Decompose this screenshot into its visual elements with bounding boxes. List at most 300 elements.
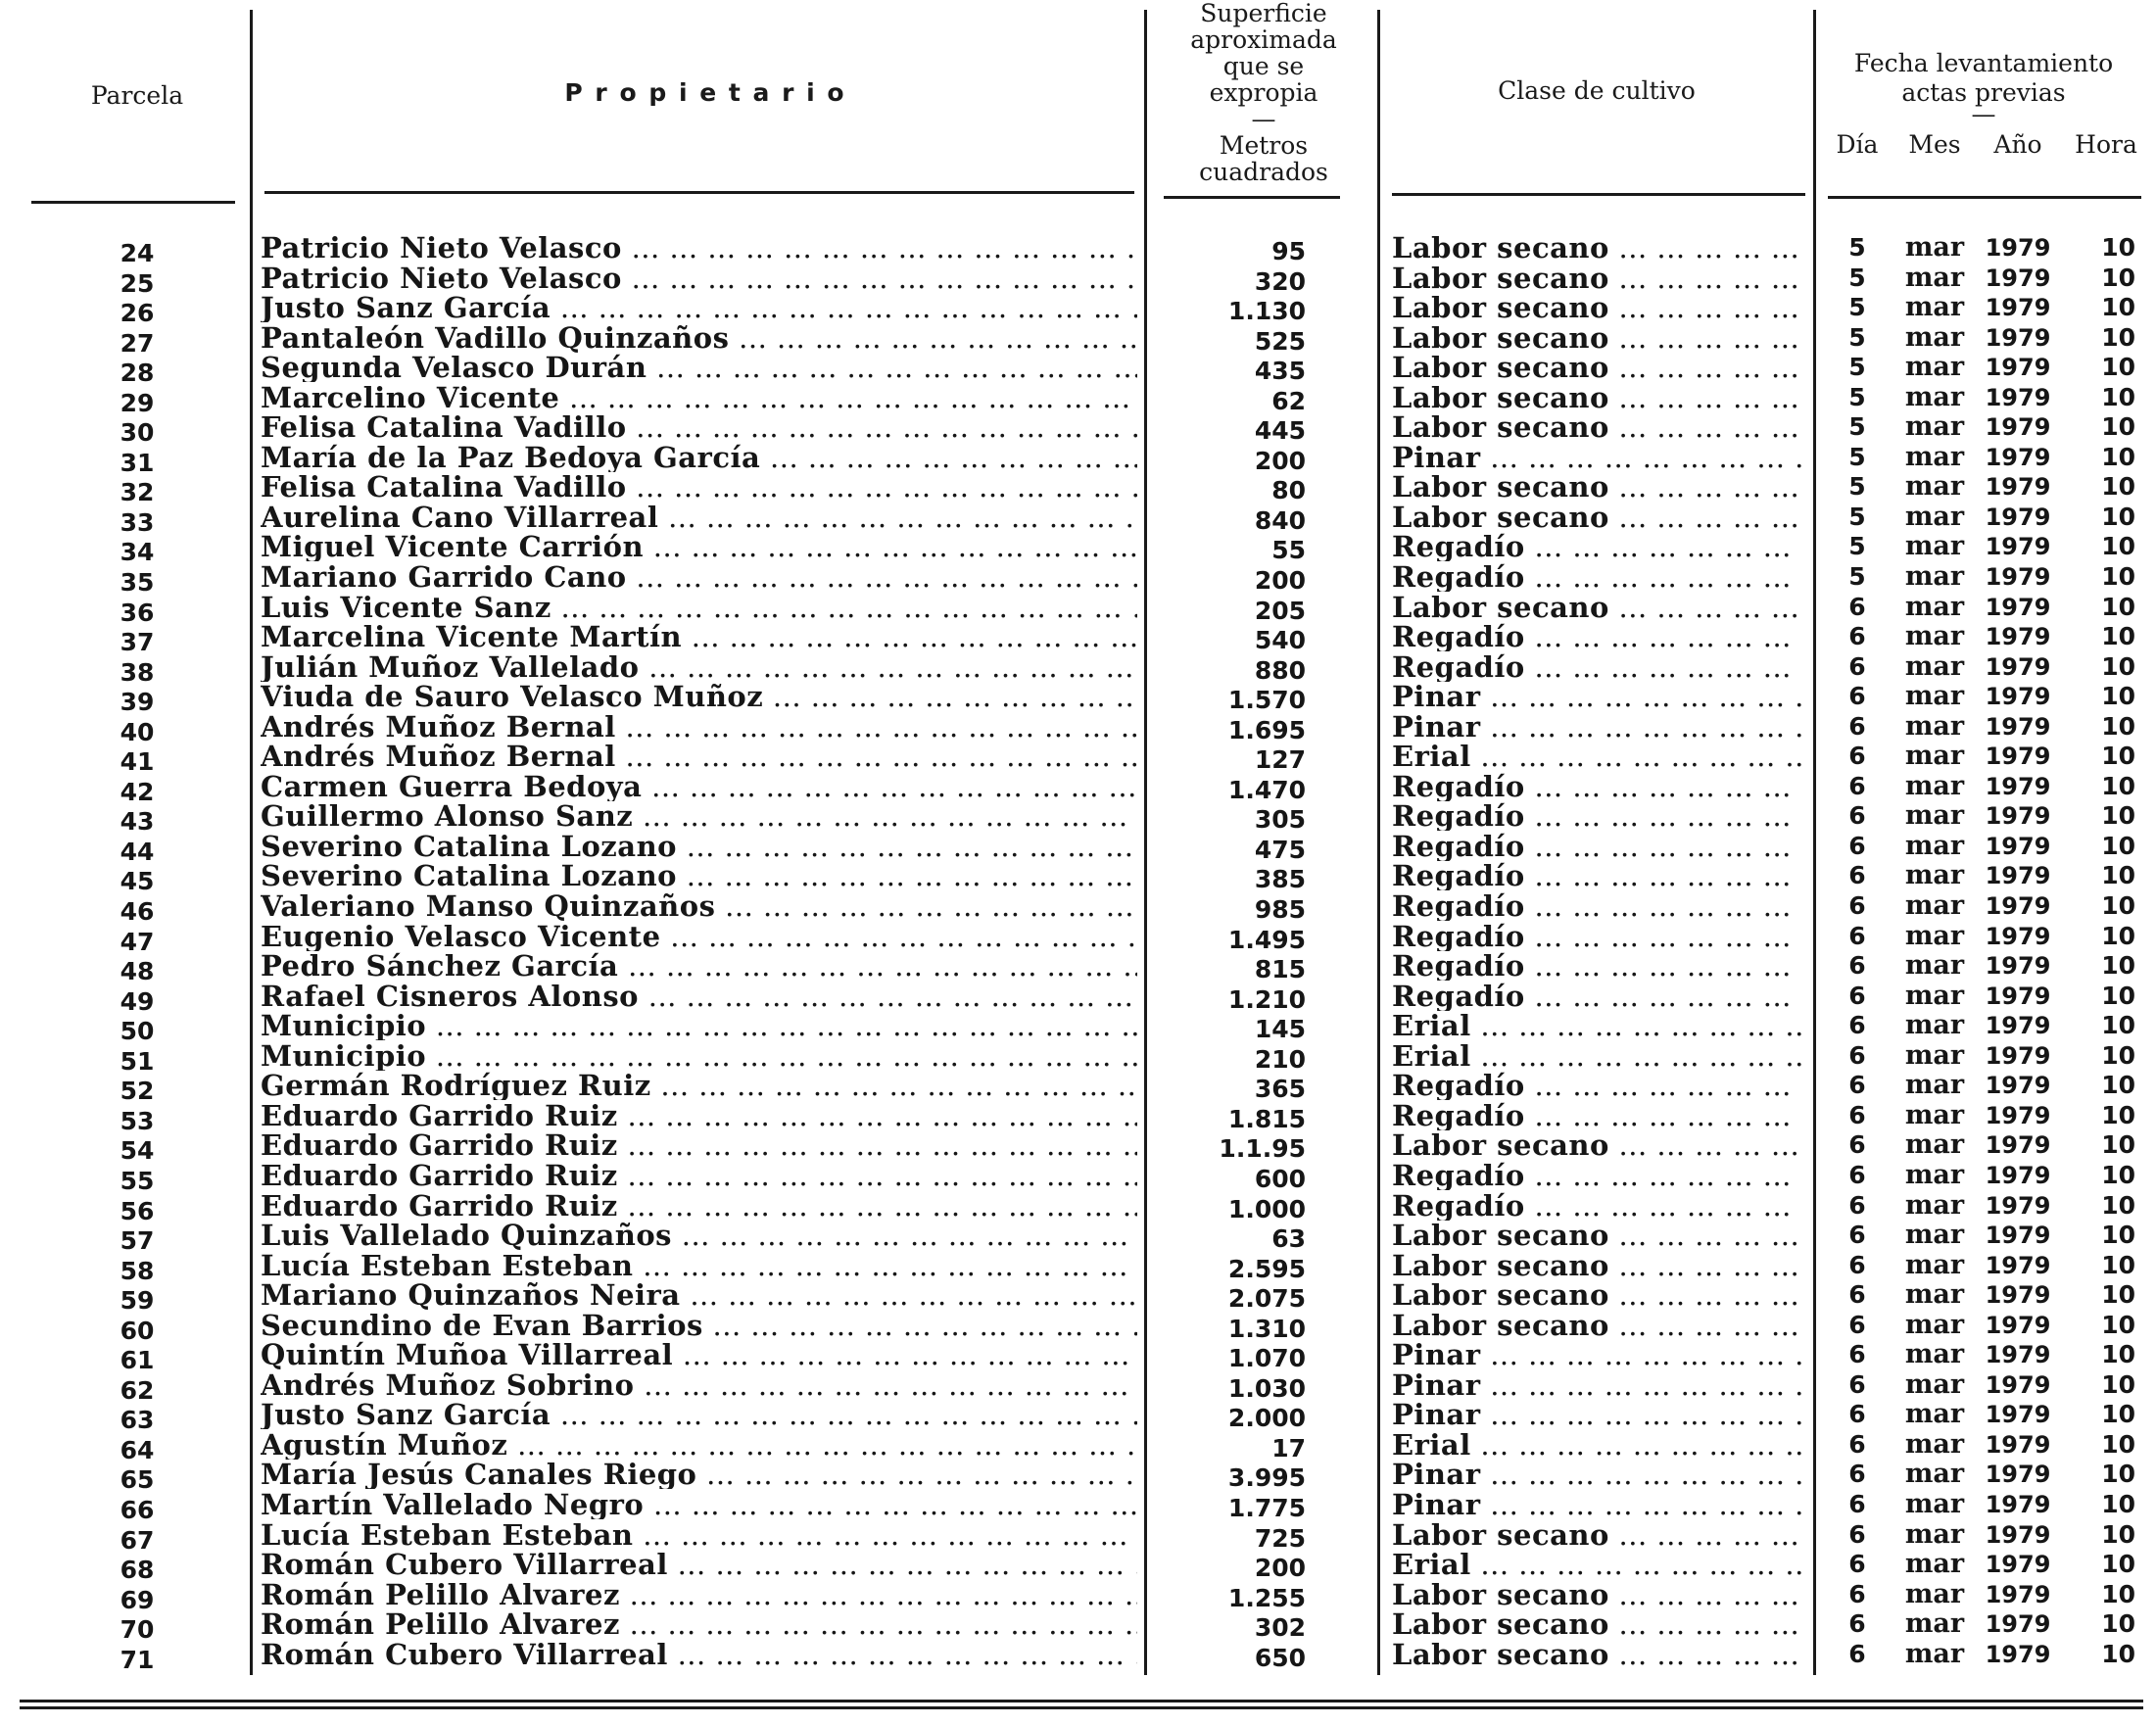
table-row [0, 381, 2156, 417]
mes-cell: mar [1904, 1638, 1965, 1669]
clase-cultivo-cell: Regadío ... . [1392, 951, 1803, 981]
anio-cell: 1979 [1985, 323, 2051, 352]
header-hora [2067, 130, 2145, 160]
mes-cell: mar [1904, 441, 1965, 472]
anio-cell: 1979 [1985, 1520, 2051, 1549]
parcela-cell: 70 [120, 1615, 155, 1645]
table-row [0, 1010, 2156, 1046]
dia-cell: 6 [1848, 981, 1866, 1010]
clase-cultivo-cell: Pinar ... . [1392, 712, 1803, 742]
table-row [0, 650, 2156, 687]
propietario-cell: Severino Catalina Lozano ... . [261, 832, 1137, 861]
header-underline-propietario [264, 191, 1134, 194]
mes-cell: mar [1904, 890, 1965, 922]
header-fecha [1822, 49, 2145, 128]
table-row [0, 292, 2156, 328]
superficie-cell: 1.470 [1227, 775, 1306, 804]
propietario-cell: Pedro Sánchez García ... . [261, 951, 1137, 981]
superficie-cell: 205 [1254, 596, 1306, 625]
clase-cultivo-cell: Regadío ... . [1392, 801, 1803, 831]
header-fecha-line2: actas previas [1901, 78, 2066, 107]
dia-cell: 6 [1848, 651, 1866, 681]
superficie-cell: 1.030 [1227, 1373, 1306, 1403]
superficie-cell: 385 [1254, 865, 1306, 894]
table-row [0, 1070, 2156, 1106]
superficie-cell: 540 [1254, 626, 1306, 655]
superficie-cell: 880 [1254, 655, 1306, 685]
dia-cell: 5 [1848, 442, 1866, 471]
mes-cell: mar [1904, 292, 1965, 323]
dia-cell: 5 [1848, 233, 1866, 262]
dia-cell: 6 [1848, 1040, 1866, 1070]
hora-cell: 10 [2101, 233, 2135, 262]
header-dia-label: Día [1836, 130, 1879, 159]
hora-cell: 10 [2101, 263, 2135, 292]
hora-cell: 10 [2101, 532, 2135, 561]
anio-cell: 1979 [1985, 1430, 2051, 1459]
hora-cell: 10 [2101, 771, 2135, 800]
superficie-cell: 1.130 [1227, 297, 1306, 326]
hora-cell: 10 [2101, 651, 2135, 681]
anio-cell: 1979 [1985, 1161, 2051, 1189]
clase-cultivo-cell: Pinar ... . [1392, 1340, 1803, 1369]
table-row [0, 800, 2156, 837]
propietario-cell: Germán Rodríguez Ruiz ... . [261, 1071, 1137, 1100]
table-row [0, 1578, 2156, 1614]
parcela-cell: 26 [120, 299, 155, 328]
dia-cell: 6 [1848, 711, 1866, 741]
clase-cultivo-cell: Regadío ... . [1392, 1161, 1803, 1190]
dia-cell: 6 [1848, 921, 1866, 950]
header-superficie [1156, 0, 1371, 185]
parcela-cell: 41 [120, 747, 155, 777]
header-fecha-line1: Fecha levantamiento [1853, 49, 2114, 77]
dia-cell: 6 [1848, 1400, 1866, 1429]
anio-cell: 1979 [1985, 712, 2051, 741]
table-row [0, 262, 2156, 298]
mes-cell: mar [1904, 1399, 1965, 1430]
clase-cultivo-cell: Labor secano ... . [1392, 1251, 1803, 1280]
table-row [0, 890, 2156, 927]
parcela-cell: 47 [120, 927, 155, 956]
table-row [0, 1368, 2156, 1405]
superficie-cell: 1.775 [1227, 1493, 1306, 1522]
table-row [0, 1339, 2156, 1375]
header-underline-parcela [31, 201, 235, 204]
parcela-cell: 65 [120, 1465, 155, 1495]
clase-cultivo-cell: Labor secano ... . [1392, 1311, 1803, 1340]
parcela-cell: 38 [120, 657, 155, 687]
table-row [0, 1428, 2156, 1464]
propietario-cell: Pantaleón Vadillo Quinzaños ... . [261, 323, 1137, 353]
parcela-cell: 69 [120, 1585, 155, 1614]
parcela-cell: 62 [120, 1375, 155, 1405]
parcela-cell: 39 [120, 688, 155, 717]
anio-cell: 1979 [1985, 683, 2051, 711]
anio-cell: 1979 [1985, 922, 2051, 950]
anio-cell: 1979 [1985, 1281, 2051, 1310]
header-underline-superficie [1164, 196, 1340, 199]
propietario-cell: Patricio Nieto Velasco ... . [261, 233, 1137, 263]
propietario-cell: Segunda Velasco Durán ... . [261, 353, 1137, 382]
table-row [0, 1159, 2156, 1195]
superficie-cell: 3.995 [1227, 1463, 1306, 1493]
superficie-cell: 525 [1254, 326, 1306, 356]
header-clase [1391, 76, 1802, 106]
clase-cultivo-cell: Labor secano ... . [1392, 593, 1803, 622]
table-row [0, 471, 2156, 507]
anio-cell: 1979 [1985, 1101, 2051, 1129]
anio-cell: 1979 [1985, 1251, 2051, 1279]
header-superficie-unit2: cuadrados [1199, 158, 1328, 186]
table-row [0, 1638, 2156, 1674]
clase-cultivo-cell: Regadío ... . [1392, 562, 1803, 592]
clase-cultivo-cell: Regadío ... . [1392, 532, 1803, 561]
clase-cultivo-cell: Labor secano ... . [1392, 503, 1803, 532]
clase-cultivo-cell: Labor secano ... . [1392, 383, 1803, 412]
superficie-cell: 95 [1271, 237, 1306, 265]
parcela-cell: 66 [120, 1495, 155, 1524]
anio-cell: 1979 [1985, 354, 2051, 382]
clase-cultivo-cell: Labor secano ... . [1392, 233, 1803, 263]
superficie-cell: 365 [1254, 1075, 1306, 1104]
hora-cell: 10 [2101, 1609, 2135, 1639]
anio-cell: 1979 [1985, 294, 2051, 322]
header-anio [1979, 130, 2057, 160]
header-mes-label: Mes [1908, 130, 1961, 159]
clase-cultivo-cell: Pinar ... . [1392, 1370, 1803, 1400]
header-hora-label: Hora [2075, 130, 2137, 159]
parcela-cell: 37 [120, 628, 155, 657]
clase-cultivo-cell: Pinar ... . [1392, 1460, 1803, 1489]
hora-cell: 10 [2101, 891, 2135, 921]
mes-cell: mar [1904, 1070, 1965, 1101]
parcela-cell: 50 [120, 1017, 155, 1046]
clase-cultivo-cell: Erial ... . [1392, 742, 1803, 771]
clase-cultivo-cell: Labor secano ... . [1392, 1130, 1803, 1160]
propietario-cell: Román Pelillo Alvarez ... . [261, 1580, 1137, 1609]
mes-cell: mar [1904, 1309, 1965, 1340]
hora-cell: 10 [2101, 502, 2135, 531]
superficie-cell: 63 [1271, 1224, 1306, 1254]
header-propietario [264, 78, 1146, 108]
parcela-cell: 32 [120, 478, 155, 507]
clase-cultivo-cell: Regadío ... . [1392, 861, 1803, 890]
superficie-cell: 985 [1254, 895, 1306, 925]
hora-cell: 10 [2101, 382, 2135, 411]
mes-cell: mar [1904, 471, 1965, 503]
footer-rule-top [20, 1700, 2143, 1702]
propietario-cell: María de la Paz Bedoya García ... . [261, 443, 1137, 472]
propietario-cell: Eduardo Garrido Ruiz ... . [261, 1101, 1137, 1130]
clase-cultivo-cell: Pinar ... . [1392, 682, 1803, 711]
parcela-cell: 54 [120, 1136, 155, 1166]
dia-cell: 6 [1848, 771, 1866, 800]
clase-cultivo-cell: Regadío ... . [1392, 652, 1803, 682]
anio-cell: 1979 [1985, 802, 2051, 831]
mes-cell: mar [1904, 1549, 1965, 1580]
dia-cell: 6 [1848, 1340, 1866, 1369]
mes-cell: mar [1904, 1039, 1965, 1071]
dia-cell: 6 [1848, 1639, 1866, 1668]
mes-cell: mar [1904, 1279, 1965, 1311]
dia-cell: 6 [1848, 1011, 1866, 1040]
parcela-cell: 52 [120, 1077, 155, 1106]
parcel-table [0, 232, 2156, 1674]
parcela-cell: 33 [120, 507, 155, 537]
table-row [0, 741, 2156, 777]
header-underline-fecha [1828, 196, 2141, 199]
hora-cell: 10 [2101, 472, 2135, 502]
parcela-cell: 58 [120, 1256, 155, 1285]
anio-cell: 1979 [1985, 383, 2051, 411]
header-superficie-line3: que se [1222, 52, 1305, 80]
mes-cell: mar [1904, 980, 1965, 1011]
propietario-cell: Felisa Catalina Vadillo ... . [261, 472, 1137, 502]
dia-cell: 6 [1848, 1100, 1866, 1129]
superficie-cell: 1.1.95 [1219, 1134, 1306, 1164]
table-row [0, 321, 2156, 358]
superficie-cell: 725 [1254, 1523, 1306, 1553]
header-propietario-label: P r o p i e t a r i o [564, 78, 846, 107]
anio-cell: 1979 [1985, 563, 2051, 592]
header-underline-clase [1392, 193, 1805, 196]
hora-cell: 10 [2101, 1250, 2135, 1279]
header-superficie-line2: aproximada [1190, 25, 1337, 54]
mes-cell: mar [1904, 1459, 1965, 1490]
table-row [0, 1518, 2156, 1555]
dia-cell: 5 [1848, 322, 1866, 352]
parcela-cell: 43 [120, 807, 155, 837]
anio-cell: 1979 [1985, 892, 2051, 921]
mes-cell: mar [1904, 800, 1965, 832]
superficie-cell: 320 [1254, 266, 1306, 296]
mes-cell: mar [1904, 1368, 1965, 1400]
clase-cultivo-cell: Erial ... . [1392, 1011, 1803, 1040]
mes-cell: mar [1904, 352, 1965, 383]
parcela-cell: 29 [120, 388, 155, 417]
anio-cell: 1979 [1985, 443, 2051, 471]
footer-rule-bottom [20, 1706, 2143, 1709]
clase-cultivo-cell: Erial ... . [1392, 1550, 1803, 1579]
anio-cell: 1979 [1985, 1341, 2051, 1369]
anio-cell: 1979 [1985, 234, 2051, 262]
propietario-cell: Lucía Esteban Esteban ... . [261, 1520, 1137, 1550]
header-superficie-dash: — [1251, 105, 1276, 133]
clase-cultivo-cell: Regadío ... . [1392, 1071, 1803, 1100]
dia-cell: 6 [1848, 1609, 1866, 1639]
clase-cultivo-cell: Labor secano ... . [1392, 1221, 1803, 1250]
hora-cell: 10 [2101, 1160, 2135, 1189]
propietario-cell: Rafael Cisneros Alonso ... . [261, 982, 1137, 1011]
propietario-cell: Román Cubero Villarreal ... . [261, 1550, 1137, 1579]
dia-cell: 6 [1848, 1460, 1866, 1489]
clase-cultivo-cell: Labor secano ... . [1392, 1280, 1803, 1310]
superficie-cell: 1.570 [1227, 686, 1306, 715]
parcela-cell: 67 [120, 1525, 155, 1555]
propietario-cell: Carmen Guerra Bedoya ... . [261, 772, 1137, 801]
hora-cell: 10 [2101, 1579, 2135, 1608]
superficie-cell: 650 [1254, 1643, 1306, 1672]
hora-cell: 10 [2101, 442, 2135, 471]
hora-cell: 10 [2101, 1130, 2135, 1160]
dia-cell: 5 [1848, 472, 1866, 502]
mes-cell: mar [1904, 1608, 1965, 1640]
hora-cell: 10 [2101, 562, 2135, 592]
table-row [0, 621, 2156, 657]
hora-cell: 10 [2101, 1429, 2135, 1459]
mes-cell: mar [1904, 501, 1965, 532]
dia-cell: 6 [1848, 1579, 1866, 1608]
dia-cell: 6 [1848, 1489, 1866, 1518]
dia-cell: 6 [1848, 891, 1866, 921]
clase-cultivo-cell: Labor secano ... . [1392, 1520, 1803, 1550]
parcela-cell: 31 [120, 448, 155, 477]
table-row [0, 710, 2156, 746]
propietario-cell: Luis Vallelado Quinzaños ... . [261, 1221, 1137, 1250]
parcela-cell: 63 [120, 1406, 155, 1435]
mes-cell: mar [1904, 1010, 1965, 1041]
hora-cell: 10 [2101, 1489, 2135, 1518]
dia-cell: 6 [1848, 1550, 1866, 1579]
dia-cell: 5 [1848, 263, 1866, 292]
superficie-cell: 1.255 [1227, 1583, 1306, 1612]
parcela-cell: 48 [120, 957, 155, 986]
clase-cultivo-cell: Regadío ... . [1392, 622, 1803, 651]
anio-cell: 1979 [1985, 1041, 2051, 1070]
dia-cell: 5 [1848, 382, 1866, 411]
dia-cell: 5 [1848, 353, 1866, 382]
superficie-cell: 2.000 [1227, 1404, 1306, 1433]
table-row [0, 501, 2156, 537]
parcela-cell: 34 [120, 538, 155, 567]
table-row [0, 591, 2156, 627]
dia-cell: 6 [1848, 1429, 1866, 1459]
table-row [0, 1459, 2156, 1495]
superficie-cell: 1.495 [1227, 925, 1306, 954]
hora-cell: 10 [2101, 1040, 2135, 1070]
dia-cell: 6 [1848, 1160, 1866, 1189]
propietario-cell: Marcelina Vicente Martín ... . [261, 622, 1137, 651]
parcela-cell: 71 [120, 1645, 155, 1674]
propietario-cell: Lucía Esteban Esteban ... . [261, 1251, 1137, 1280]
clase-cultivo-cell: Labor secano ... . [1392, 1580, 1803, 1609]
clase-cultivo-cell: Labor secano ... . [1392, 293, 1803, 322]
dia-cell: 6 [1848, 1071, 1866, 1100]
anio-cell: 1979 [1985, 1610, 2051, 1639]
parcela-cell: 46 [120, 897, 155, 927]
hora-cell: 10 [2101, 592, 2135, 621]
anio-cell: 1979 [1985, 1311, 2051, 1339]
propietario-cell: Severino Catalina Lozano ... . [261, 861, 1137, 890]
clase-cultivo-cell: Regadío ... . [1392, 772, 1803, 801]
parcela-cell: 61 [120, 1346, 155, 1375]
clase-cultivo-cell: Regadío ... . [1392, 982, 1803, 1011]
propietario-cell: Eduardo Garrido Ruiz ... . [261, 1130, 1137, 1160]
dia-cell: 6 [1848, 682, 1866, 711]
superficie-cell: 200 [1254, 1554, 1306, 1583]
superficie-cell: 1.070 [1227, 1344, 1306, 1373]
anio-cell: 1979 [1985, 593, 2051, 621]
table-row [0, 232, 2156, 267]
mes-cell: mar [1904, 1129, 1965, 1161]
superficie-cell: 445 [1254, 416, 1306, 446]
dia-cell: 6 [1848, 1519, 1866, 1549]
mes-cell: mar [1904, 650, 1965, 682]
mes-cell: mar [1904, 1249, 1965, 1280]
hora-cell: 10 [2101, 801, 2135, 831]
hora-cell: 10 [2101, 1221, 2135, 1250]
anio-cell: 1979 [1985, 952, 2051, 981]
mes-cell: mar [1904, 1578, 1965, 1609]
propietario-cell: Eduardo Garrido Ruiz ... . [261, 1191, 1137, 1221]
hora-cell: 10 [2101, 1190, 2135, 1220]
superficie-cell: 2.075 [1227, 1284, 1306, 1314]
anio-cell: 1979 [1985, 1191, 2051, 1220]
clase-cultivo-cell: Labor secano ... . [1392, 412, 1803, 442]
dia-cell: 5 [1848, 502, 1866, 531]
anio-cell: 1979 [1985, 772, 2051, 800]
dia-cell: 6 [1848, 1369, 1866, 1399]
dia-cell: 6 [1848, 1250, 1866, 1279]
propietario-cell: Martín Vallelado Negro ... . [261, 1490, 1137, 1519]
anio-cell: 1979 [1985, 862, 2051, 890]
anio-cell: 1979 [1985, 1012, 2051, 1040]
clase-cultivo-cell: Labor secano ... . [1392, 323, 1803, 353]
superficie-cell: 1.695 [1227, 715, 1306, 744]
table-row [0, 1549, 2156, 1585]
clase-cultivo-cell: Pinar ... . [1392, 443, 1803, 472]
dia-cell: 6 [1848, 1221, 1866, 1250]
propietario-cell: Justo Sanz García ... . [261, 1400, 1137, 1429]
table-row [0, 920, 2156, 956]
parcela-cell: 49 [120, 986, 155, 1016]
mes-cell: mar [1904, 381, 1965, 412]
dia-cell: 6 [1848, 742, 1866, 771]
table-row [0, 1189, 2156, 1225]
superficie-cell: 305 [1254, 805, 1306, 835]
table-row [0, 1488, 2156, 1524]
propietario-cell: Patricio Nieto Velasco ... . [261, 264, 1137, 293]
table-row [0, 1099, 2156, 1135]
mes-cell: mar [1904, 1488, 1965, 1519]
mes-cell: mar [1904, 561, 1965, 593]
header-parcela [59, 81, 216, 111]
clase-cultivo-cell: Pinar ... . [1392, 1400, 1803, 1429]
hora-cell: 10 [2101, 293, 2135, 322]
dia-cell: 6 [1848, 1190, 1866, 1220]
hora-cell: 10 [2101, 981, 2135, 1010]
dia-cell: 6 [1848, 1130, 1866, 1160]
mes-cell: mar [1904, 710, 1965, 742]
anio-cell: 1979 [1985, 1072, 2051, 1100]
anio-cell: 1979 [1985, 473, 2051, 502]
mes-cell: mar [1904, 1159, 1965, 1190]
header-superficie-line4: expropia [1209, 78, 1318, 107]
hora-cell: 10 [2101, 322, 2135, 352]
parcela-cell: 44 [120, 837, 155, 866]
table-row [0, 950, 2156, 986]
mes-cell: mar [1904, 741, 1965, 772]
superficie-cell: 1.210 [1227, 984, 1306, 1014]
dia-cell: 6 [1848, 801, 1866, 831]
table-row [0, 411, 2156, 448]
clase-cultivo-cell: Labor secano ... . [1392, 264, 1803, 293]
anio-cell: 1979 [1985, 1401, 2051, 1429]
propietario-cell: Mariano Quinzaños Neira ... . [261, 1280, 1137, 1310]
anio-cell: 1979 [1985, 1551, 2051, 1579]
anio-cell: 1979 [1985, 413, 2051, 442]
